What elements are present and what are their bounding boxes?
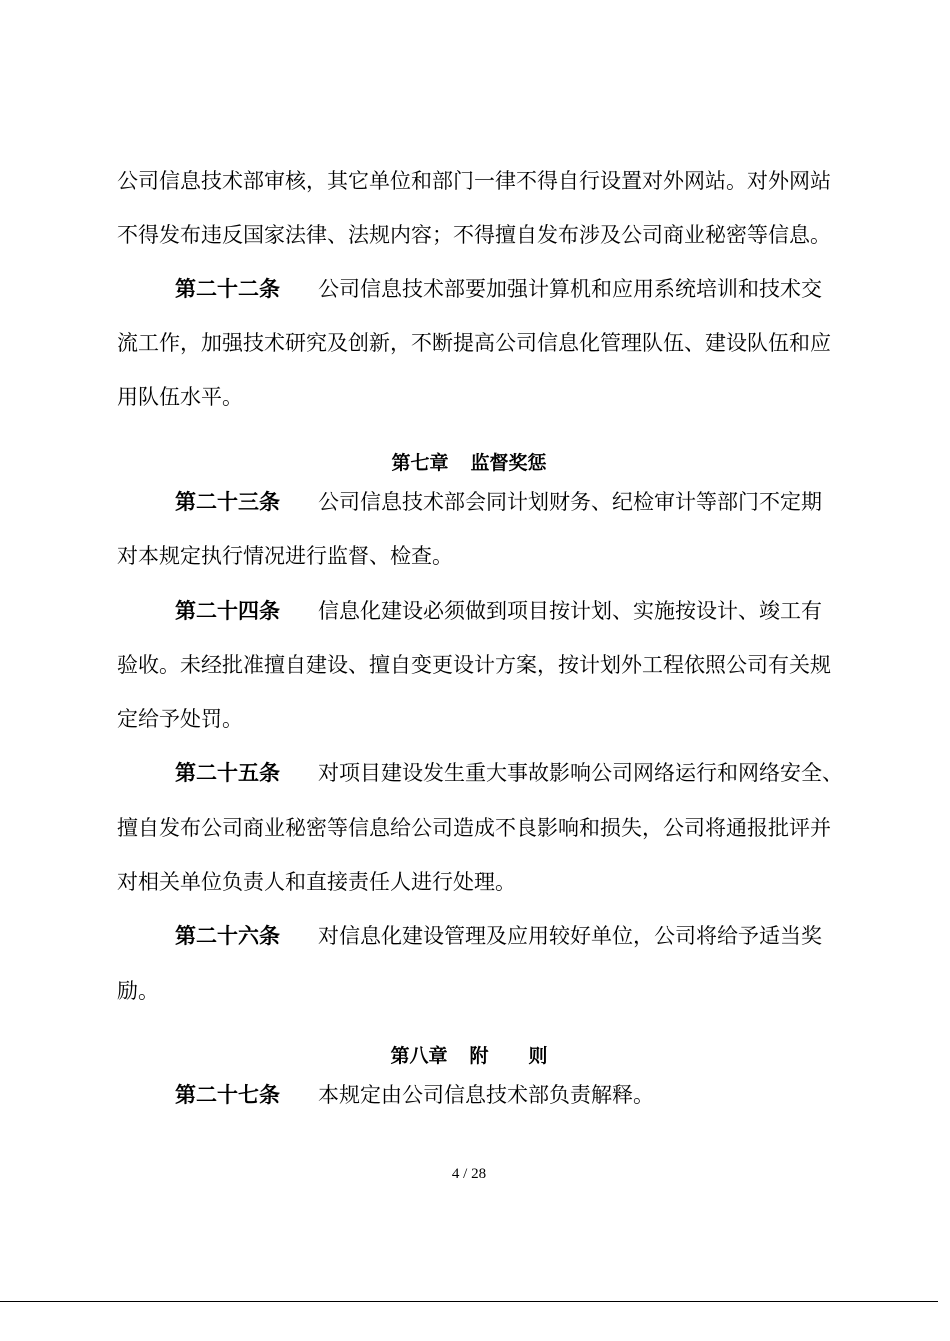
paragraph-line: 流工作，加强技术研究及创新，不断提高公司信息化管理队伍、建设队伍和应 [117,331,831,355]
article-text: 信息化建设必须做到项目按计划、实施按设计、竣工有 [318,599,822,623]
chapter-number: 第七章 [391,452,449,474]
paragraph-line: 对本规定执行情况进行监督、检查。 [117,544,453,568]
paragraph-line: 擅自发布公司商业秘密等信息给公司造成不良影响和损失，公司将通报批评并 [117,816,831,840]
paragraph-line: 验收。未经批准擅自建设、擅自变更设计方案，按计划外工程依照公司有关规 [117,653,831,677]
article-number: 第二十五条 [175,760,280,785]
chapter-heading-8 [0,1043,938,1069]
chapter-title-part: 附 [469,1045,489,1067]
article-27 [175,1081,835,1109]
article-text: 对信息化建设管理及应用较好单位，公司将给予适当奖 [318,924,822,948]
page-number: 4 / 28 [451,1166,487,1182]
paragraph-line: 定给予处罚。 [117,707,243,731]
article-24 [175,597,835,625]
chapter-heading-7 [0,450,938,476]
article-text: 公司信息技术部要加强计算机和应用系统培训和技术交 [318,277,822,301]
article-number: 第二十三条 [175,489,280,514]
article-22 [175,275,835,303]
article-number: 第二十二条 [175,276,280,301]
article-text: 公司信息技术部会同计划财务、纪检审计等部门不定期 [318,490,822,514]
chapter-number: 第八章 [390,1045,448,1067]
paragraph-line: 对相关单位负责人和直接责任人进行处理。 [117,870,516,894]
article-text: 本规定由公司信息技术部负责解释。 [318,1083,654,1107]
article-26 [175,922,835,950]
article-number: 第二十七条 [175,1082,280,1107]
article-number: 第二十六条 [175,923,280,948]
article-23 [175,488,835,516]
page-divider [0,1301,938,1302]
article-text: 对项目建设发生重大事故影响公司网络运行和网络安全、 [318,761,843,785]
chapter-title: 监督奖惩 [470,452,547,474]
article-number: 第二十四条 [175,598,280,623]
paragraph-line: 励。 [117,979,159,1003]
paragraph-line: 用队伍水平。 [117,385,243,409]
paragraph-line: 公司信息技术部审核，其它单位和部门一律不得自行设置对外网站。对外网站 [117,169,831,193]
chapter-title-part: 则 [528,1045,548,1067]
paragraph-line: 不得发布违反国家法律、法规内容；不得擅自发布涉及公司商业秘密等信息。 [117,223,831,247]
article-25 [175,759,843,787]
